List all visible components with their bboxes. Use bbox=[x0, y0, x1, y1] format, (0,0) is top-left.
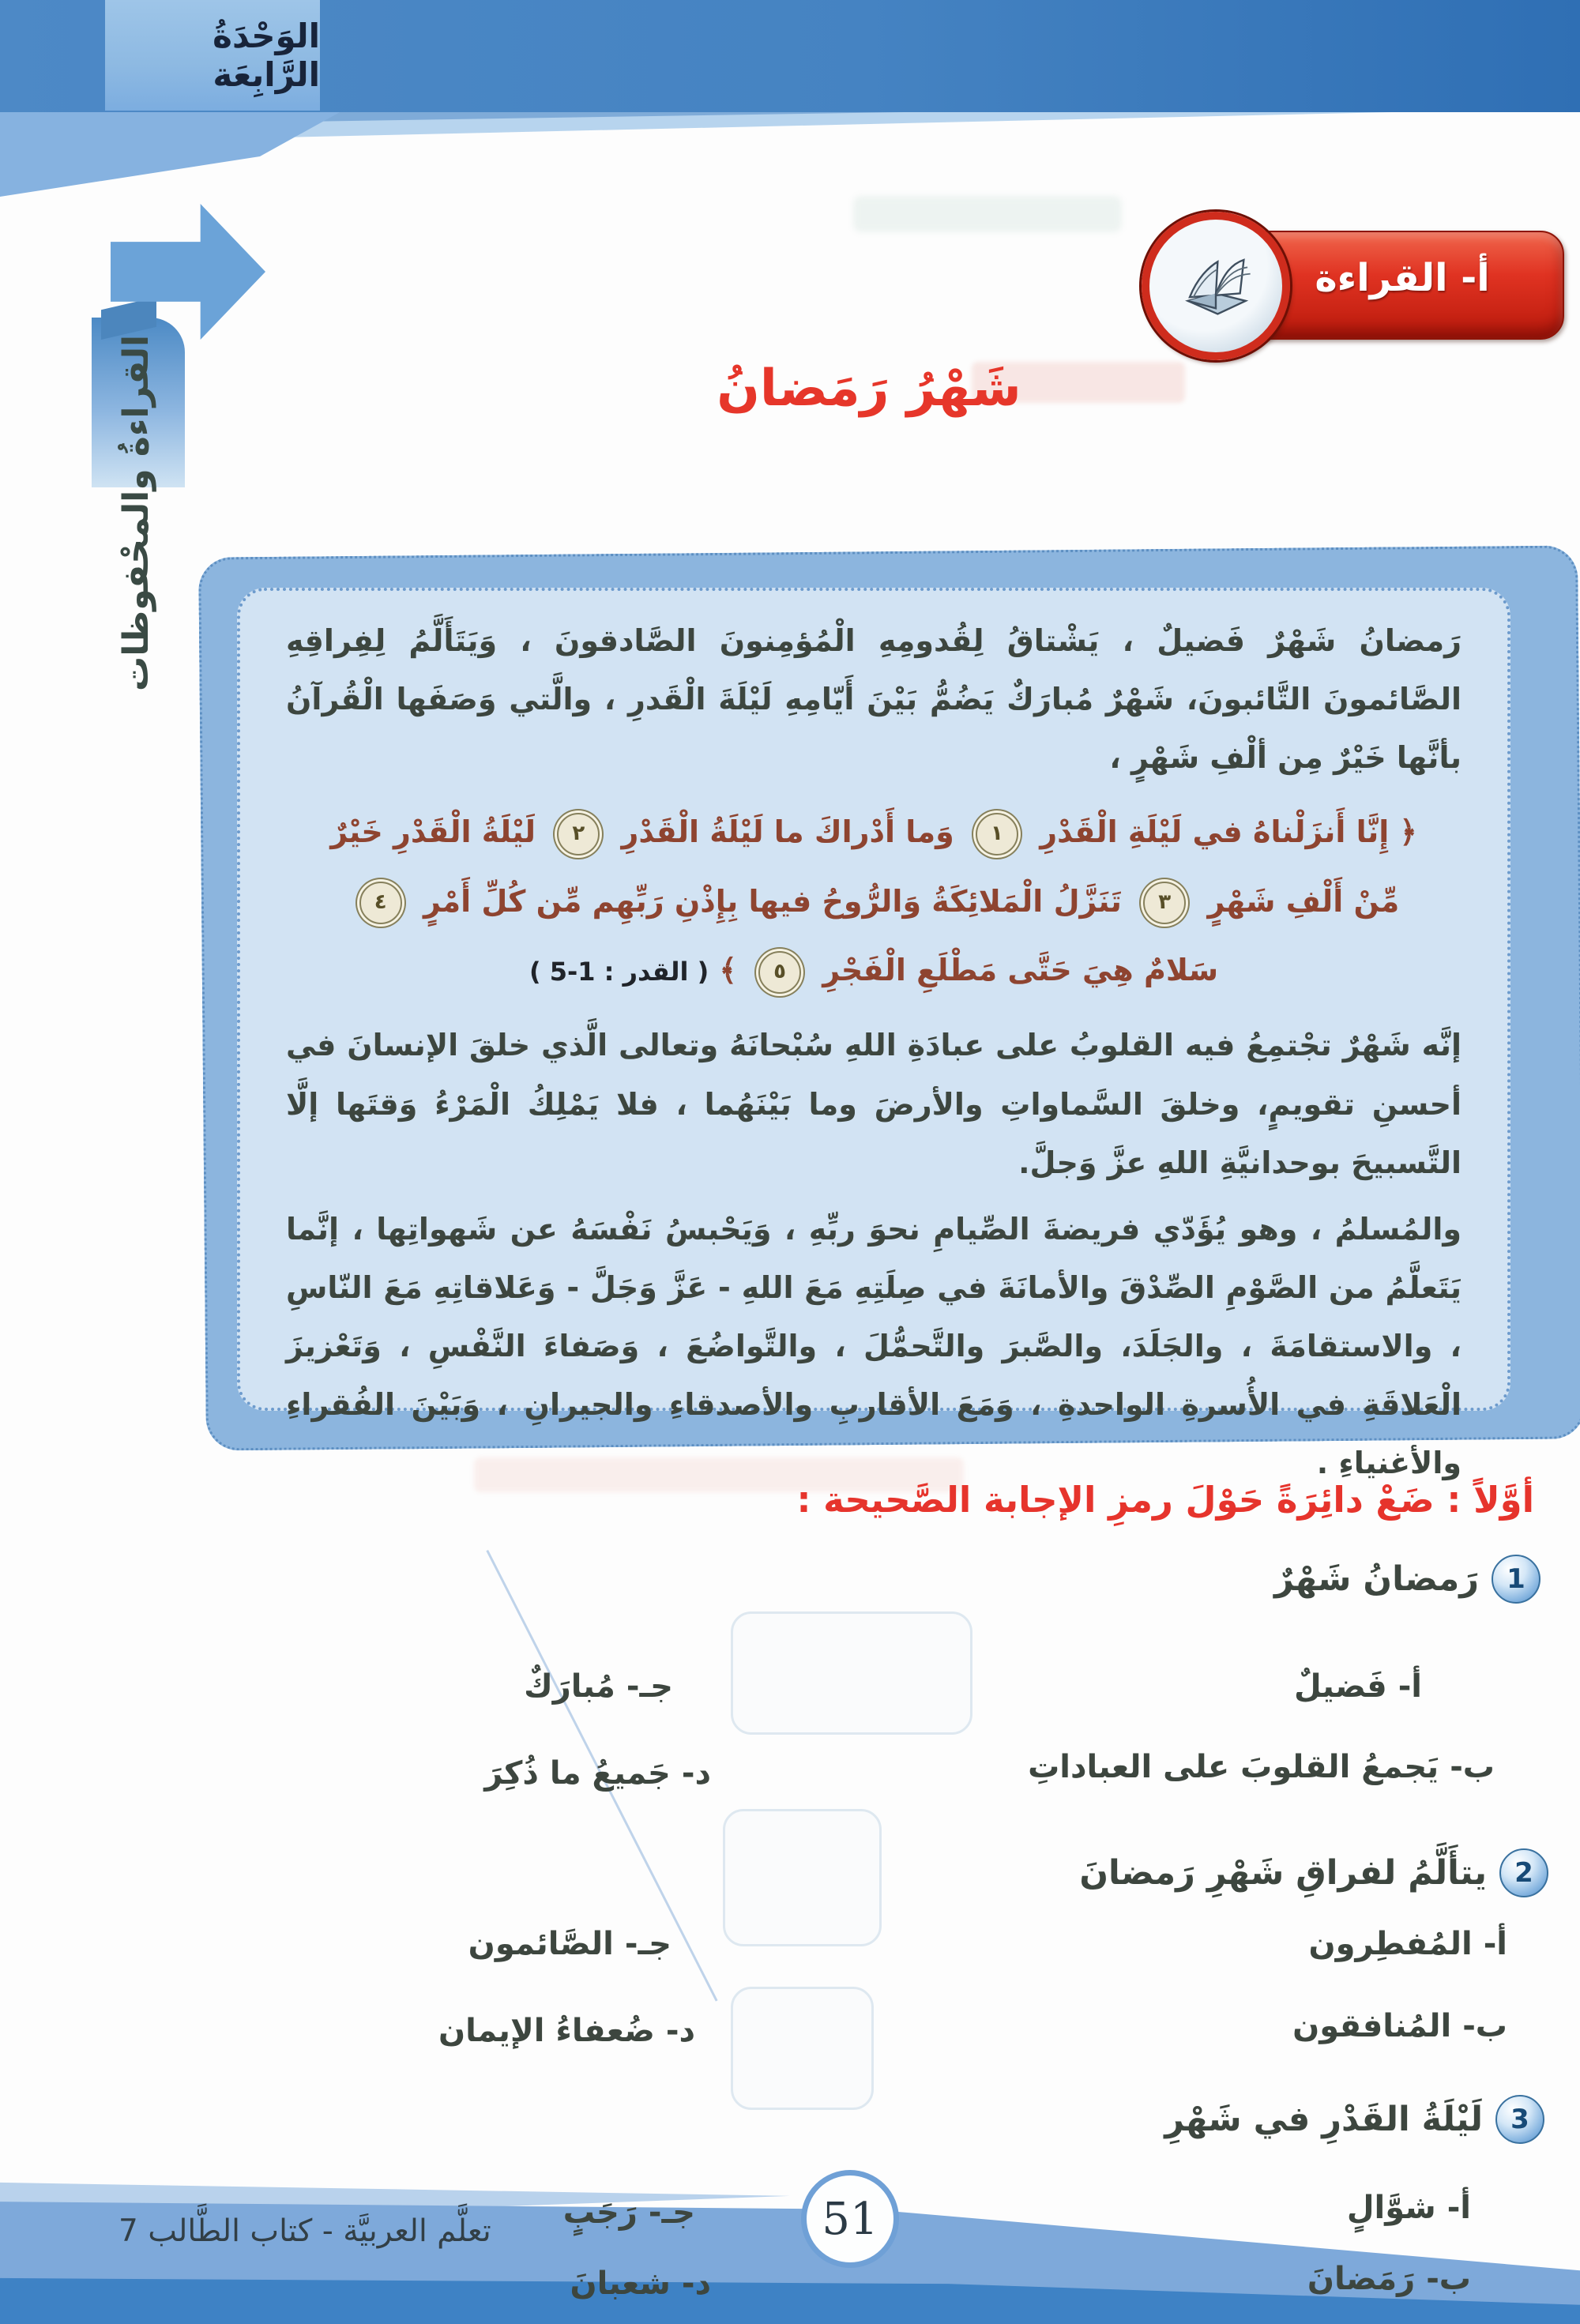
exercise-heading: أوَّلاً : ضَعْ دائِرَةً حَوْلَ رمزِ الإجابة الصَّحيحة : bbox=[796, 1479, 1534, 1521]
page-number-badge bbox=[801, 2170, 899, 2268]
verse-segment: لَيْلَةُ الْقَدْرِ خَيْرٌ مِّنْ أَلْفِ شَهْرٍ bbox=[330, 814, 1400, 919]
question-3-text: لَيْلَةُ القَدْرِ في شَهْرِ bbox=[1164, 2100, 1483, 2139]
option-text: الصَّائمون bbox=[468, 1926, 614, 1962]
passage-paragraph-3: والمُسلمُ ، وهو يُؤَدّي فريضةَ الصِّيامِ نحوَ ربِّهِ ، وَيَحْبسُ نَفْسَهُ عن شَهواتِها ، إنَّما يَتَعلَّمُ من الصَّوْمِ الصِّدْقَ والأمانَةَ في صِلَتِهِ مَعَ اللهِ - عَزَّ وَجَلَّ - وَعَلاقاتِهِ مَعَ النّاسِ ، والاستقامَةَ ، والجَلَدَ، والصَّبرَ والتَّحمُّلَ ، والتَّواضُعَ ، وَصَفاءَ النَّفْسِ ، وَتَعْزيزَ الْعَلاقَةِ في الأُسرةِ الواحدةِ ، وَمَعَ الأقاربِ والأصدقاءِ والجيرانِ ، وَبَيْنَ الفُقراءِ والأغنياءِ . bbox=[286, 1211, 1462, 1481]
question-1-option-c bbox=[524, 1668, 673, 1705]
bleed-artifact bbox=[723, 1809, 882, 1946]
verse-close-bracket: ﴾ bbox=[719, 953, 737, 988]
question-2-number-badge: 2 bbox=[1499, 1848, 1548, 1897]
option-text: ضُعفاءُ الإيمان bbox=[438, 2013, 655, 2049]
option-key: د- bbox=[681, 2266, 711, 2302]
option-text: يَجمعُ القلوبَ على العباداتِ bbox=[1028, 1749, 1439, 1785]
arrow-fold bbox=[101, 297, 156, 340]
verse-segment: سَلامٌ هِيَ حَتَّى مَطْلَعِ الْفَجْرِ bbox=[822, 953, 1219, 988]
option-text: رَمَضانَ bbox=[1307, 2261, 1416, 2297]
option-key: جـ- bbox=[648, 2194, 695, 2231]
question-2-option-b bbox=[1292, 2008, 1507, 2044]
question-3-option-b bbox=[1307, 2261, 1471, 2297]
reading-box bbox=[237, 588, 1510, 1481]
question-3 bbox=[1164, 2095, 1544, 2144]
option-text: شعبانَ bbox=[570, 2266, 671, 2302]
section-badge-label: أ- القراءة bbox=[1315, 256, 1490, 300]
verse-reference: ( القدر : 1-5 ) bbox=[529, 957, 709, 987]
verse-number-medallion: ٥ bbox=[758, 951, 801, 994]
question-2-text: يتأَلَّمُ لفراقِ شَهْرِ رَمضانَ bbox=[1079, 1853, 1487, 1893]
unit-panel bbox=[105, 0, 320, 111]
question-1-option-b bbox=[1028, 1749, 1495, 1785]
unit-label: الوَحْدَةُ الرَّابِعَة bbox=[213, 17, 320, 94]
option-text: شوَّالٍ bbox=[1346, 2190, 1436, 2226]
question-3-option-c bbox=[563, 2194, 695, 2231]
page-number: 51 bbox=[822, 2193, 878, 2245]
option-text: رَجَبٍ bbox=[562, 2194, 638, 2231]
verse-open-bracket: ﴿ bbox=[1399, 814, 1417, 850]
question-2 bbox=[1079, 1848, 1548, 1897]
verse-number-medallion: ١ bbox=[976, 813, 1018, 856]
bleed-artifact bbox=[731, 1611, 972, 1735]
footer-book-title: تعلَّم العربيَّة - كتاب الطَّالب 7 bbox=[118, 2213, 491, 2249]
verse-number-medallion: ٢ bbox=[557, 813, 600, 856]
bleed-artifact bbox=[731, 1987, 874, 2110]
option-key: ب- bbox=[1462, 2008, 1507, 2044]
verse-segment: تَنَزَّلُ الْمَلائِكَةُ وَالرُّوحُ فيها بِإِذْنِ رَبِّهِم مِّن كُلِّ أَمْرٍ bbox=[423, 883, 1122, 919]
question-1 bbox=[1274, 1555, 1540, 1604]
option-text: جَميعُ ما ذُكِرَ bbox=[484, 1755, 671, 1792]
option-text: فَضيلٌ bbox=[1294, 1668, 1387, 1705]
option-key: أ- bbox=[1483, 1926, 1507, 1962]
question-3-option-d bbox=[570, 2266, 711, 2302]
section-badge bbox=[1157, 212, 1568, 348]
verse-segment: إِنَّا أَنزَلْناهُ في لَيْلَةِ الْقَدْرِ bbox=[1040, 814, 1390, 850]
option-key: جـ- bbox=[624, 1926, 672, 1962]
option-key: د- bbox=[681, 1755, 711, 1792]
open-book-icon bbox=[1142, 212, 1290, 360]
open-book-icon-svg bbox=[1169, 239, 1262, 333]
option-text: المُفطِرون bbox=[1308, 1926, 1473, 1962]
passage-paragraph-2: إنَّه شَهْرٌ تجْتمِعُ فيه القلوبُ على عبادَةِ اللهِ سُبْحانَهُ وتعالى الَّذي خلقَ الإنسانَ في أحسنِ تقويمٍ، وخلقَ السَّماواتِ والأرضَ وما بَيْنَهُما ، فلا يَمْلِكُ الْمَرْءُ وَقتَها إلَّا التَّسبيحَ بوحدانيَّةِ اللهِ عزَّ وَجلَّ. bbox=[286, 1028, 1462, 1180]
verse-segment: وَما أَدْراكَ ما لَيْلَةُ الْقَدْرِ bbox=[621, 814, 954, 850]
lesson-title: شَهْرُ رَمَضانُ bbox=[717, 359, 1021, 418]
option-key: أ- bbox=[1446, 2190, 1471, 2226]
question-1-option-a bbox=[1294, 1668, 1422, 1705]
option-key: جـ- bbox=[626, 1668, 673, 1705]
question-2-option-c bbox=[468, 1926, 672, 1962]
bleed-artifact bbox=[853, 196, 1122, 232]
option-text: المُنافقون bbox=[1292, 2008, 1452, 2044]
question-1-option-d bbox=[484, 1755, 711, 1792]
option-key: ب- bbox=[1450, 1749, 1495, 1785]
option-text: مُبارَكٌ bbox=[524, 1668, 615, 1705]
option-key: د- bbox=[665, 2013, 695, 2049]
question-3-number-badge: 3 bbox=[1495, 2095, 1544, 2144]
sidebar-title-label: القراءةُ والمحْفوظات bbox=[115, 334, 156, 691]
question-1-number-badge: 1 bbox=[1492, 1555, 1540, 1604]
arrow-right-icon bbox=[111, 204, 265, 340]
question-1-text: رَمضانُ شَهْرٌ bbox=[1274, 1559, 1479, 1599]
header-corner-wedge bbox=[0, 95, 371, 213]
verse-number-medallion: ٤ bbox=[359, 882, 402, 924]
option-key: ب- bbox=[1426, 2261, 1471, 2297]
question-2-option-a bbox=[1309, 1926, 1508, 1962]
question-3-option-a bbox=[1347, 2190, 1471, 2226]
passage-paragraph-1: رَمضانُ شَهْرٌ فَضيلٌ ، يَشْتاقُ لِقُدومِهِ الْمُؤمِنونَ الصَّادقونَ ، وَيَتَأَلَّمُ لِفِراقِهِ الصَّائمونَ التَّائبونَ، شَهْرٌ مُبارَكٌ يَضُمُّ بَيْنَ أَيّامِهِ لَيْلَةَ الْقَدرِ ، والَّتي وَصَفَها الْقُرآنُ بأنَّها خَيْرٌ مِن ألْفِ شَهْرٍ ، bbox=[286, 623, 1462, 776]
sidebar-title bbox=[111, 334, 161, 691]
verse-number-medallion: ٣ bbox=[1143, 882, 1186, 924]
option-key: أ- bbox=[1398, 1668, 1422, 1705]
quran-verse bbox=[310, 798, 1438, 1005]
question-2-option-d bbox=[438, 2013, 695, 2049]
